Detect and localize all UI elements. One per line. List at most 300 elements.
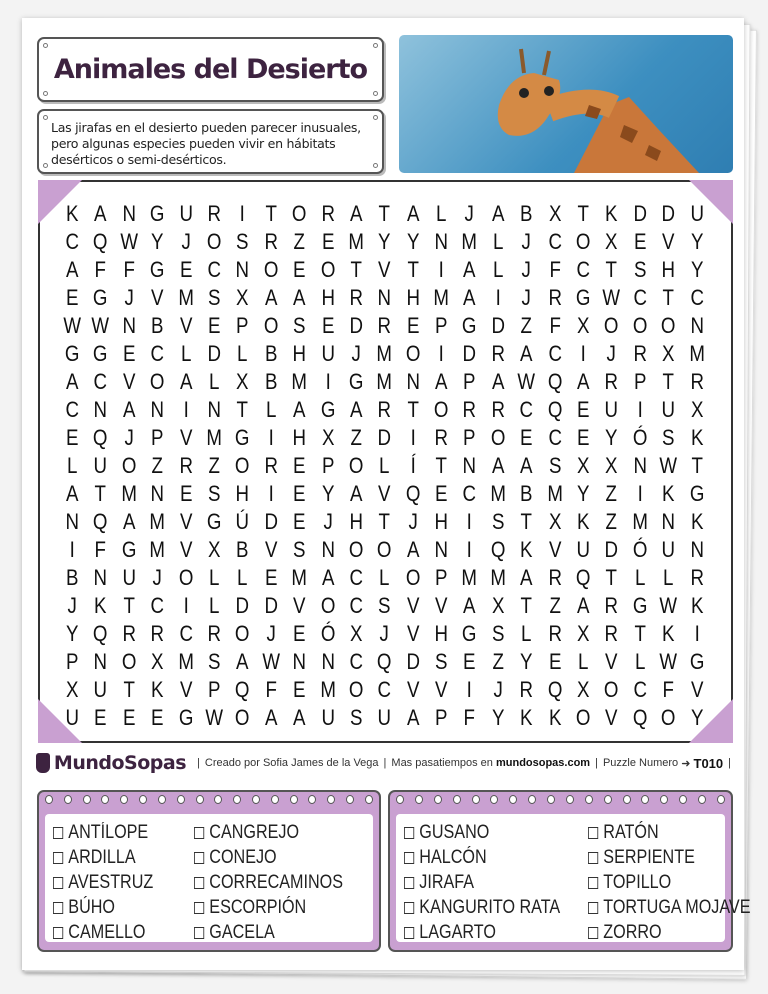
word-item[interactable] [194, 820, 343, 845]
grid-letter[interactable]: V [662, 229, 675, 254]
grid-letter[interactable]: Q [547, 397, 563, 422]
grid-letter[interactable]: B [264, 369, 278, 394]
grid-letter[interactable]: O [348, 537, 364, 562]
grid-letter[interactable]: Y [690, 229, 704, 254]
checkbox[interactable] [194, 902, 204, 914]
grid-letter[interactable]: A [406, 537, 420, 562]
grid-letter[interactable]: V [378, 481, 391, 506]
grid-letter[interactable]: E [293, 481, 306, 506]
grid-letter[interactable]: K [690, 593, 704, 618]
grid-letter[interactable]: D [633, 201, 647, 226]
grid-letter[interactable]: N [690, 313, 704, 338]
grid-letter[interactable]: T [378, 509, 391, 534]
grid-letter[interactable]: H [661, 257, 676, 282]
grid-letter[interactable]: A [179, 369, 192, 394]
grid-letter[interactable]: O [661, 313, 676, 338]
grid-letter[interactable]: H [406, 285, 420, 310]
grid-letter[interactable]: C [519, 397, 534, 422]
grid-letter[interactable]: N [122, 201, 136, 226]
grid-letter[interactable]: X [321, 425, 334, 450]
grid-letter[interactable]: K [690, 425, 704, 450]
grid-letter[interactable]: Z [520, 313, 533, 338]
grid-letter[interactable]: D [264, 509, 278, 534]
grid-letter[interactable]: Í [410, 453, 416, 478]
grid-letter[interactable]: W [659, 453, 678, 478]
grid-letter[interactable]: H [292, 341, 307, 366]
grid-letter[interactable]: P [463, 369, 476, 394]
grid-letter[interactable]: G [206, 509, 222, 534]
grid-letter[interactable]: V [605, 705, 618, 730]
grid-letter[interactable]: E [122, 705, 136, 730]
grid-letter[interactable]: Q [377, 649, 392, 674]
grid-letter[interactable]: Z [492, 649, 504, 674]
grid-letter[interactable]: A [65, 369, 79, 394]
checkbox[interactable] [588, 927, 598, 939]
word-item[interactable] [194, 870, 343, 895]
grid-letter[interactable]: L [634, 649, 646, 674]
grid-letter[interactable]: Y [605, 425, 618, 450]
grid-letter[interactable]: P [151, 425, 164, 450]
grid-letter[interactable]: O [405, 565, 421, 590]
grid-letter[interactable]: T [236, 397, 249, 422]
word-item[interactable] [53, 920, 173, 945]
grid-letter[interactable]: J [408, 509, 418, 534]
checkbox[interactable] [194, 877, 204, 889]
grid-letter[interactable]: D [349, 313, 363, 338]
grid-letter[interactable]: Q [235, 677, 250, 702]
grid-letter[interactable]: T [407, 397, 419, 422]
grid-letter[interactable]: C [150, 341, 165, 366]
grid-letter[interactable]: V [406, 621, 420, 646]
grid-letter[interactable]: A [94, 201, 107, 226]
grid-letter[interactable]: E [406, 313, 420, 338]
grid-letter[interactable]: J [67, 593, 77, 618]
grid-letter[interactable]: M [376, 369, 393, 394]
checkbox[interactable] [194, 852, 204, 864]
word-item[interactable] [588, 845, 750, 870]
grid-letter[interactable]: M [461, 229, 478, 254]
grid-letter[interactable]: H [292, 425, 307, 450]
grid-letter[interactable]: M [291, 369, 308, 394]
grid-letter[interactable]: C [576, 257, 590, 282]
grid-letter[interactable]: T [634, 621, 646, 646]
grid-letter[interactable]: U [604, 397, 619, 422]
grid-letter[interactable]: J [521, 229, 532, 254]
grid-letter[interactable]: X [349, 621, 363, 646]
grid-letter[interactable]: S [207, 285, 221, 310]
checkbox[interactable] [194, 927, 204, 939]
checkbox[interactable] [404, 877, 414, 889]
grid-letter[interactable]: E [207, 313, 221, 338]
grid-letter[interactable]: W [205, 705, 223, 730]
checkbox[interactable] [53, 877, 63, 889]
letter-grid[interactable] [58, 200, 711, 732]
grid-letter[interactable]: S [236, 229, 249, 254]
grid-letter[interactable]: G [235, 425, 250, 450]
grid-letter[interactable]: C [462, 481, 477, 506]
grid-letter[interactable]: M [490, 481, 506, 506]
grid-letter[interactable]: N [690, 537, 704, 562]
word-item[interactable] [53, 845, 173, 870]
grid-letter[interactable]: D [661, 201, 676, 226]
grid-letter[interactable]: N [93, 397, 108, 422]
grid-letter[interactable]: O [235, 705, 250, 730]
grid-letter[interactable]: O [433, 397, 449, 422]
grid-letter[interactable]: R [690, 369, 704, 394]
grid-letter[interactable]: S [662, 425, 675, 450]
grid-letter[interactable]: H [434, 621, 449, 646]
grid-letter[interactable]: O [235, 621, 250, 646]
grid-letter[interactable]: R [150, 621, 165, 646]
grid-letter[interactable]: M [177, 649, 194, 674]
grid-letter[interactable]: O [377, 537, 392, 562]
word-item[interactable] [194, 920, 343, 945]
grid-letter[interactable]: H [320, 285, 335, 310]
grid-letter[interactable]: A [520, 341, 533, 366]
grid-letter[interactable]: K [520, 705, 533, 730]
grid-letter[interactable]: M [547, 481, 563, 506]
grid-letter[interactable]: P [65, 649, 79, 674]
grid-letter[interactable]: A [236, 649, 249, 674]
grid-letter[interactable]: C [548, 229, 562, 254]
grid-letter[interactable]: A [463, 257, 476, 282]
grid-letter[interactable]: R [434, 425, 449, 450]
grid-letter[interactable]: I [637, 481, 643, 506]
checkbox[interactable] [53, 902, 63, 914]
grid-letter[interactable]: T [407, 257, 419, 282]
grid-letter[interactable]: C [207, 257, 221, 282]
grid-letter[interactable]: L [208, 593, 220, 618]
word-item[interactable] [404, 820, 560, 845]
grid-letter[interactable]: N [462, 453, 477, 478]
grid-letter[interactable]: C [633, 285, 647, 310]
grid-letter[interactable]: T [662, 369, 675, 394]
checkbox[interactable] [53, 827, 63, 839]
grid-letter[interactable]: T [435, 453, 447, 478]
grid-letter[interactable]: M [632, 509, 648, 534]
grid-letter[interactable]: A [349, 397, 363, 422]
grid-letter[interactable]: U [93, 677, 108, 702]
grid-letter[interactable]: C [548, 425, 562, 450]
grid-letter[interactable]: Q [490, 537, 506, 562]
grid-letter[interactable]: L [521, 621, 532, 646]
grid-letter[interactable]: N [661, 509, 676, 534]
grid-letter[interactable]: D [491, 313, 505, 338]
grid-letter[interactable]: X [548, 201, 562, 226]
grid-letter[interactable]: V [293, 593, 306, 618]
grid-letter[interactable]: V [179, 313, 192, 338]
word-item[interactable] [53, 895, 173, 920]
grid-letter[interactable]: N [122, 313, 136, 338]
grid-letter[interactable]: A [65, 257, 79, 282]
grid-letter[interactable]: M [433, 285, 450, 310]
grid-letter[interactable]: A [491, 453, 505, 478]
grid-letter[interactable]: J [464, 201, 475, 226]
grid-letter[interactable]: B [520, 481, 533, 506]
grid-letter[interactable]: I [438, 341, 444, 366]
grid-letter[interactable]: A [576, 593, 590, 618]
grid-letter[interactable]: X [576, 677, 590, 702]
grid-letter[interactable]: D [462, 341, 477, 366]
grid-letter[interactable]: U [122, 565, 136, 590]
grid-letter[interactable]: E [65, 285, 79, 310]
grid-letter[interactable]: R [690, 565, 704, 590]
grid-letter[interactable]: X [605, 229, 618, 254]
grid-letter[interactable]: N [320, 649, 335, 674]
grid-letter[interactable]: G [178, 705, 194, 730]
grid-letter[interactable]: H [434, 509, 449, 534]
grid-letter[interactable]: E [293, 509, 306, 534]
grid-letter[interactable]: L [436, 201, 447, 226]
grid-letter[interactable]: C [65, 397, 79, 422]
grid-letter[interactable]: J [606, 341, 617, 366]
grid-letter[interactable]: M [149, 537, 166, 562]
grid-letter[interactable]: A [576, 369, 590, 394]
grid-letter[interactable]: R [207, 201, 221, 226]
grid-letter[interactable]: F [265, 677, 277, 702]
grid-letter[interactable]: E [293, 621, 306, 646]
grid-letter[interactable]: E [179, 257, 192, 282]
grid-letter[interactable]: T [605, 257, 618, 282]
grid-letter[interactable]: M [206, 425, 222, 450]
grid-letter[interactable]: V [122, 369, 136, 394]
grid-letter[interactable]: J [323, 509, 333, 534]
grid-letter[interactable]: E [293, 257, 306, 282]
grid-letter[interactable]: W [517, 369, 536, 394]
grid-letter[interactable]: J [493, 677, 503, 702]
grid-letter[interactable]: I [410, 425, 416, 450]
grid-letter[interactable]: D [235, 593, 250, 618]
grid-letter[interactable]: O [263, 257, 279, 282]
grid-letter[interactable]: O [604, 677, 619, 702]
grid-letter[interactable]: N [207, 397, 221, 422]
grid-letter[interactable]: N [292, 649, 307, 674]
grid-letter[interactable]: Ó [320, 621, 335, 646]
grid-letter[interactable]: K [151, 677, 164, 702]
grid-letter[interactable]: Z [549, 593, 561, 618]
checkbox[interactable] [588, 852, 598, 864]
grid-letter[interactable]: V [179, 677, 192, 702]
grid-letter[interactable]: O [320, 593, 335, 618]
grid-letter[interactable]: M [149, 509, 166, 534]
grid-letter[interactable]: W [659, 593, 678, 618]
grid-letter[interactable]: U [661, 397, 676, 422]
grid-letter[interactable]: E [65, 425, 79, 450]
grid-letter[interactable]: C [65, 229, 79, 254]
grid-letter[interactable]: U [377, 705, 392, 730]
grid-letter[interactable]: I [467, 509, 473, 534]
site-link[interactable]: mundosopas.com [495, 757, 591, 769]
grid-letter[interactable]: V [605, 649, 618, 674]
grid-letter[interactable]: V [406, 677, 420, 702]
grid-letter[interactable]: E [548, 649, 562, 674]
grid-letter[interactable]: U [320, 341, 335, 366]
checkbox[interactable] [53, 852, 63, 864]
checkbox[interactable] [404, 902, 414, 914]
grid-letter[interactable]: O [121, 453, 137, 478]
grid-letter[interactable]: C [93, 369, 108, 394]
checkbox[interactable] [588, 877, 598, 889]
grid-letter[interactable]: J [124, 425, 134, 450]
grid-letter[interactable]: G [689, 649, 705, 674]
grid-letter[interactable]: G [575, 285, 591, 310]
grid-letter[interactable]: I [694, 621, 700, 646]
grid-letter[interactable]: M [121, 481, 137, 506]
grid-letter[interactable]: C [377, 677, 392, 702]
grid-letter[interactable]: T [691, 453, 703, 478]
grid-letter[interactable]: V [435, 593, 448, 618]
grid-letter[interactable]: O [490, 425, 506, 450]
grid-letter[interactable]: D [207, 341, 221, 366]
grid-letter[interactable]: E [122, 341, 136, 366]
grid-letter[interactable]: O [575, 229, 591, 254]
grid-letter[interactable]: V [264, 537, 278, 562]
grid-letter[interactable]: M [319, 677, 336, 702]
checkbox[interactable] [53, 927, 63, 939]
grid-letter[interactable]: X [690, 397, 704, 422]
grid-letter[interactable]: R [264, 229, 278, 254]
grid-letter[interactable]: Q [405, 481, 421, 506]
checkbox[interactable] [404, 927, 414, 939]
grid-letter[interactable]: L [492, 257, 504, 282]
grid-letter[interactable]: X [576, 453, 590, 478]
grid-letter[interactable]: O [178, 565, 194, 590]
grid-letter[interactable]: R [462, 397, 477, 422]
grid-letter[interactable]: W [63, 313, 82, 338]
grid-letter[interactable]: V [378, 257, 391, 282]
grid-letter[interactable]: F [549, 257, 561, 282]
grid-letter[interactable]: N [150, 481, 165, 506]
grid-letter[interactable]: G [320, 397, 335, 422]
grid-letter[interactable]: D [264, 593, 278, 618]
grid-letter[interactable]: A [321, 565, 334, 590]
grid-letter[interactable]: X [576, 621, 590, 646]
grid-letter[interactable]: M [348, 229, 364, 254]
grid-letter[interactable]: U [661, 537, 676, 562]
grid-letter[interactable]: C [548, 341, 562, 366]
word-item[interactable] [194, 895, 343, 920]
grid-letter[interactable]: E [293, 453, 306, 478]
grid-letter[interactable]: A [349, 481, 363, 506]
word-item[interactable] [404, 870, 560, 895]
grid-letter[interactable]: I [467, 677, 473, 702]
grid-letter[interactable]: D [377, 425, 392, 450]
grid-letter[interactable]: G [93, 341, 108, 366]
grid-letter[interactable]: L [208, 565, 220, 590]
grid-letter[interactable]: Z [151, 453, 164, 478]
grid-letter[interactable]: V [179, 509, 192, 534]
grid-letter[interactable]: I [268, 425, 274, 450]
grid-letter[interactable]: W [659, 649, 678, 674]
grid-letter[interactable]: E [321, 313, 334, 338]
grid-letter[interactable]: T [577, 201, 589, 226]
grid-letter[interactable]: B [65, 565, 79, 590]
grid-letter[interactable]: K [605, 201, 618, 226]
word-item[interactable] [404, 845, 560, 870]
grid-letter[interactable]: R [491, 397, 505, 422]
checkbox[interactable] [404, 852, 414, 864]
grid-letter[interactable]: S [435, 649, 448, 674]
grid-letter[interactable]: G [64, 341, 80, 366]
word-item[interactable] [588, 870, 750, 895]
grid-letter[interactable]: M [490, 565, 506, 590]
grid-letter[interactable]: W [602, 285, 621, 310]
grid-letter[interactable]: O [206, 229, 222, 254]
grid-letter[interactable]: I [183, 397, 189, 422]
grid-letter[interactable]: T [123, 593, 135, 618]
grid-letter[interactable]: C [150, 593, 165, 618]
grid-letter[interactable]: G [462, 313, 477, 338]
grid-letter[interactable]: S [633, 257, 647, 282]
grid-letter[interactable]: M [291, 565, 308, 590]
grid-letter[interactable]: V [406, 593, 420, 618]
grid-letter[interactable]: G [121, 537, 137, 562]
grid-letter[interactable]: R [179, 453, 193, 478]
grid-letter[interactable]: S [548, 453, 562, 478]
grid-letter[interactable]: Q [547, 369, 563, 394]
grid-letter[interactable]: Y [406, 229, 420, 254]
grid-letter[interactable]: M [177, 285, 194, 310]
grid-letter[interactable]: Ú [235, 509, 250, 534]
grid-letter[interactable]: Y [690, 257, 704, 282]
grid-letter[interactable]: Z [350, 425, 362, 450]
grid-letter[interactable]: T [265, 201, 277, 226]
word-item[interactable] [588, 920, 750, 945]
grid-letter[interactable]: R [377, 313, 392, 338]
grid-letter[interactable]: N [150, 397, 165, 422]
grid-letter[interactable]: L [492, 229, 504, 254]
grid-letter[interactable]: J [124, 285, 134, 310]
grid-letter[interactable]: E [94, 705, 107, 730]
grid-letter[interactable]: X [605, 453, 618, 478]
grid-letter[interactable]: N [93, 649, 108, 674]
grid-letter[interactable]: O [348, 453, 364, 478]
grid-letter[interactable]: M [376, 341, 393, 366]
grid-letter[interactable]: N [93, 565, 108, 590]
grid-letter[interactable]: S [491, 509, 505, 534]
grid-letter[interactable]: Z [293, 229, 306, 254]
grid-letter[interactable]: H [349, 509, 363, 534]
grid-letter[interactable]: L [66, 453, 78, 478]
grid-letter[interactable]: E [576, 425, 590, 450]
grid-letter[interactable]: O [575, 705, 591, 730]
grid-letter[interactable]: I [467, 537, 473, 562]
grid-letter[interactable]: A [122, 397, 136, 422]
grid-letter[interactable]: C [349, 565, 363, 590]
grid-letter[interactable]: C [633, 677, 647, 702]
grid-letter[interactable]: X [576, 313, 590, 338]
grid-letter[interactable]: G [462, 621, 477, 646]
grid-letter[interactable]: Z [208, 453, 220, 478]
grid-letter[interactable]: K [65, 201, 79, 226]
grid-letter[interactable]: J [351, 341, 361, 366]
grid-letter[interactable]: U [93, 453, 108, 478]
checkbox[interactable] [194, 827, 204, 839]
grid-letter[interactable]: A [122, 509, 136, 534]
grid-letter[interactable]: A [293, 397, 306, 422]
word-item[interactable] [404, 895, 560, 920]
grid-letter[interactable]: A [293, 285, 306, 310]
grid-letter[interactable]: R [207, 621, 221, 646]
grid-letter[interactable]: P [463, 425, 476, 450]
grid-letter[interactable]: L [634, 565, 646, 590]
grid-letter[interactable]: F [549, 313, 561, 338]
grid-letter[interactable]: X [65, 677, 79, 702]
grid-letter[interactable]: P [435, 313, 448, 338]
grid-letter[interactable]: R [604, 369, 619, 394]
grid-letter[interactable]: P [435, 565, 448, 590]
grid-letter[interactable]: P [633, 369, 647, 394]
